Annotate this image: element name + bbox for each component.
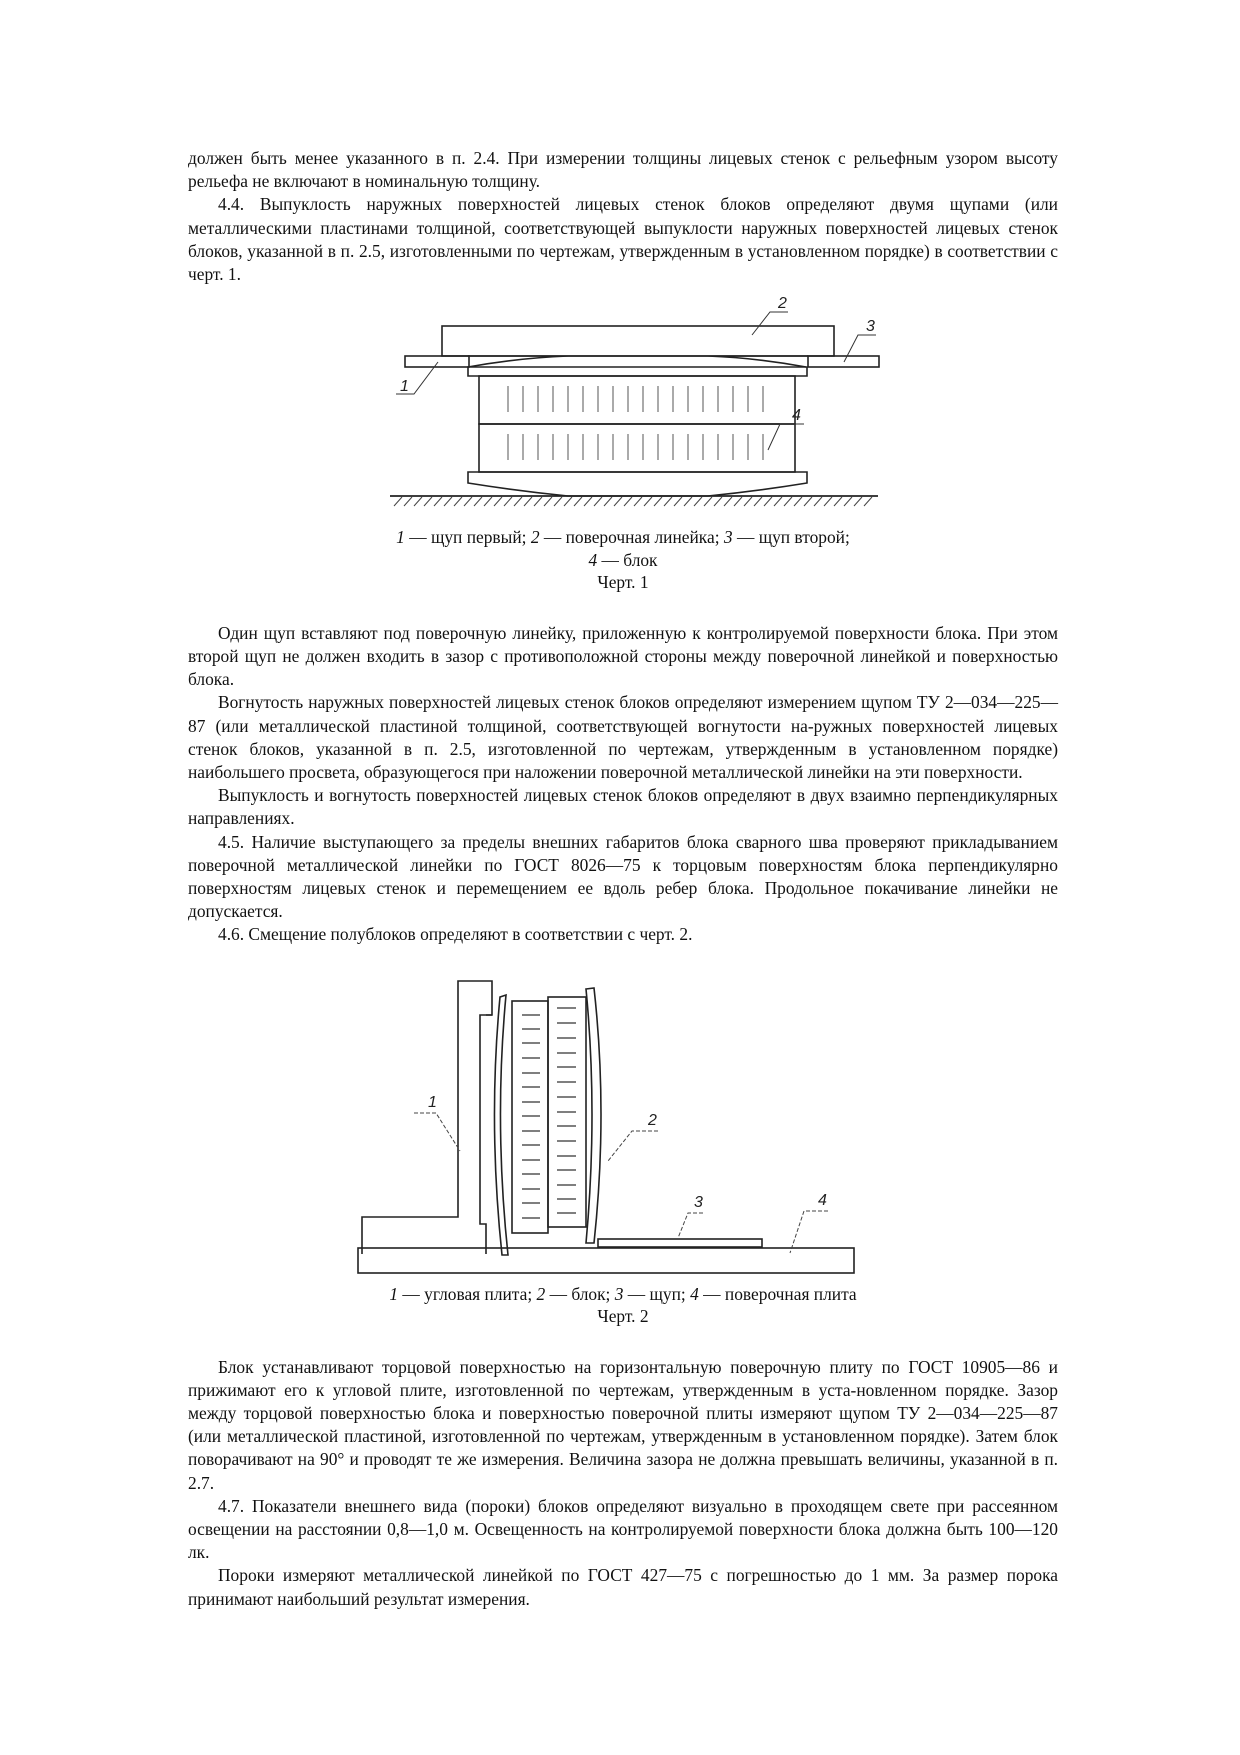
legend-text: — поверочная линейка;	[539, 527, 724, 548]
paragraph-blok-ustanavlivayut: Блок устанавливают торцовой поверхностью на горизонтальную поверочную плиту по ГОСТ 10905—86 и прижимают его к угловой плите, изготовленной по чертежам, утвержденным в уста-новленном порядке. Зазор между торцовой поверхностью блока и поверхностью поверочной плиты измеряют щупом ТУ 2—034—225—87 (или металлической пластиной, изготовленной по чертежам, утвержденным в установленном порядке). Затем блок поворачивают на 90° и проводят те же измерения. Величина зазора не должна превышать величины, указанной в п. 2.7.	[188, 1356, 1058, 1493]
legend-num: 1	[396, 527, 405, 548]
figure-1-legend	[188, 526, 1058, 594]
paragraph-4-7: 4.7. Показатели внешнего вида (пороки) блоков определяют визуально в проходящем свете при рассеянном освещении на расстоянии 0,8—1,0 м. Освещенность на контролируемой поверхности блока должна быть 100—120 лк.	[188, 1495, 1058, 1563]
paragraph-continuation: должен быть менее указанного в п. 2.4. При измерении толщины лицевых стенок с рельефным узором высоту рельефа не включают в номинальную толщину.	[188, 148, 1058, 192]
figure-2-label-3: 3	[694, 1193, 703, 1211]
figure-1-drawing	[188, 288, 1058, 526]
document-page	[188, 147, 1058, 1611]
legend-text: — блок	[597, 549, 658, 570]
legend-num: 3	[614, 1283, 624, 1304]
figure-1-label-2: 2	[778, 295, 787, 313]
paragraph-odin-shchup: Один щуп вставляют под поверочную линейку, приложенную к контролируемой поверхности блока. При этом второй щуп не должен входить в зазор с противоположной стороны между поверочной линейкой и поверхностью блока.	[188, 622, 1058, 690]
legend-text: — угловая плита;	[398, 1283, 537, 1304]
legend-text: — блок;	[545, 1283, 615, 1304]
paragraph-vognutost: Вогнутость наружных поверхностей лицевых стенок блоков определяют измерением щупом ТУ 2—034—225—87 (или металлической пластиной толщиной, соответствующей вогнутости на-ружных поверхностей лицевых стенок блоков, указанной в п. 2.5, изготовленной по чертежам, утвержденным в установленном порядке) наибольшего просвета, образующегося при наложении поверочной металлической линейки на эти поверхности.	[188, 692, 1058, 782]
figure-1-title: Черт. 1	[597, 572, 649, 593]
figure-2-label-2: 2	[648, 1111, 657, 1129]
figure-2	[188, 973, 1058, 1328]
figure-2-label-4: 4	[818, 1191, 827, 1209]
legend-text: — щуп первый;	[404, 527, 531, 548]
legend-num: 4	[690, 1283, 699, 1304]
legend-text: — щуп второй;	[732, 527, 850, 548]
figure-2-title: Черт. 2	[597, 1306, 649, 1327]
legend-num: 4	[588, 549, 598, 570]
legend-num: 2	[530, 527, 540, 548]
figure-1	[188, 288, 1058, 594]
figure-1-label-1: 1	[400, 378, 409, 396]
legend-num: 3	[723, 527, 733, 548]
legend-text: — щуп;	[623, 1283, 691, 1304]
figure-1-label-3: 3	[866, 318, 875, 336]
paragraph-4-4: 4.4. Выпуклость наружных поверхностей лицевых стенок блоков определяют двумя щупами (или металлическими пластинами толщиной, соответствующей выпуклости наружных поверхностей лицевых стенок блоков, указанной в п. 2.5, изготовленными по чертежам, утвержденным в установленном порядке) в соответствии с черт. 1.	[188, 194, 1058, 285]
legend-num: 1	[389, 1283, 399, 1304]
legend-num: 2	[536, 1283, 546, 1304]
paragraph-4-6: 4.6. Смещение полублоков определяют в соответствии с черт. 2.	[218, 924, 693, 945]
legend-text: — поверочная плита	[698, 1283, 857, 1304]
figure-2-drawing	[188, 973, 1058, 1283]
figure-1-label-4: 4	[792, 407, 801, 425]
paragraph-vypuklost: Выпуклость и вогнутость поверхностей лицевых стенок блоков определяют в двух взаимно перпендикулярных направлениях.	[188, 785, 1058, 829]
paragraph-poroki: Пороки измеряют металлической линейкой по ГОСТ 427—75 с погрешностью до 1 мм. За размер порока принимают наибольший результат измерения.	[188, 1565, 1058, 1609]
figure-2-label-1: 1	[428, 1093, 437, 1111]
paragraph-4-5: 4.5. Наличие выступающего за пределы внешних габаритов блока сварного шва проверяют прикладыванием поверочной металлической линейки по ГОСТ 8026—75 к торцовым поверхностям блока перпендикулярно поверхностям лицевых стенок и перемещением ее вдоль ребер блока. Продольное покачивание линейки не допускается.	[188, 831, 1058, 922]
figure-2-legend	[188, 1283, 1058, 1328]
